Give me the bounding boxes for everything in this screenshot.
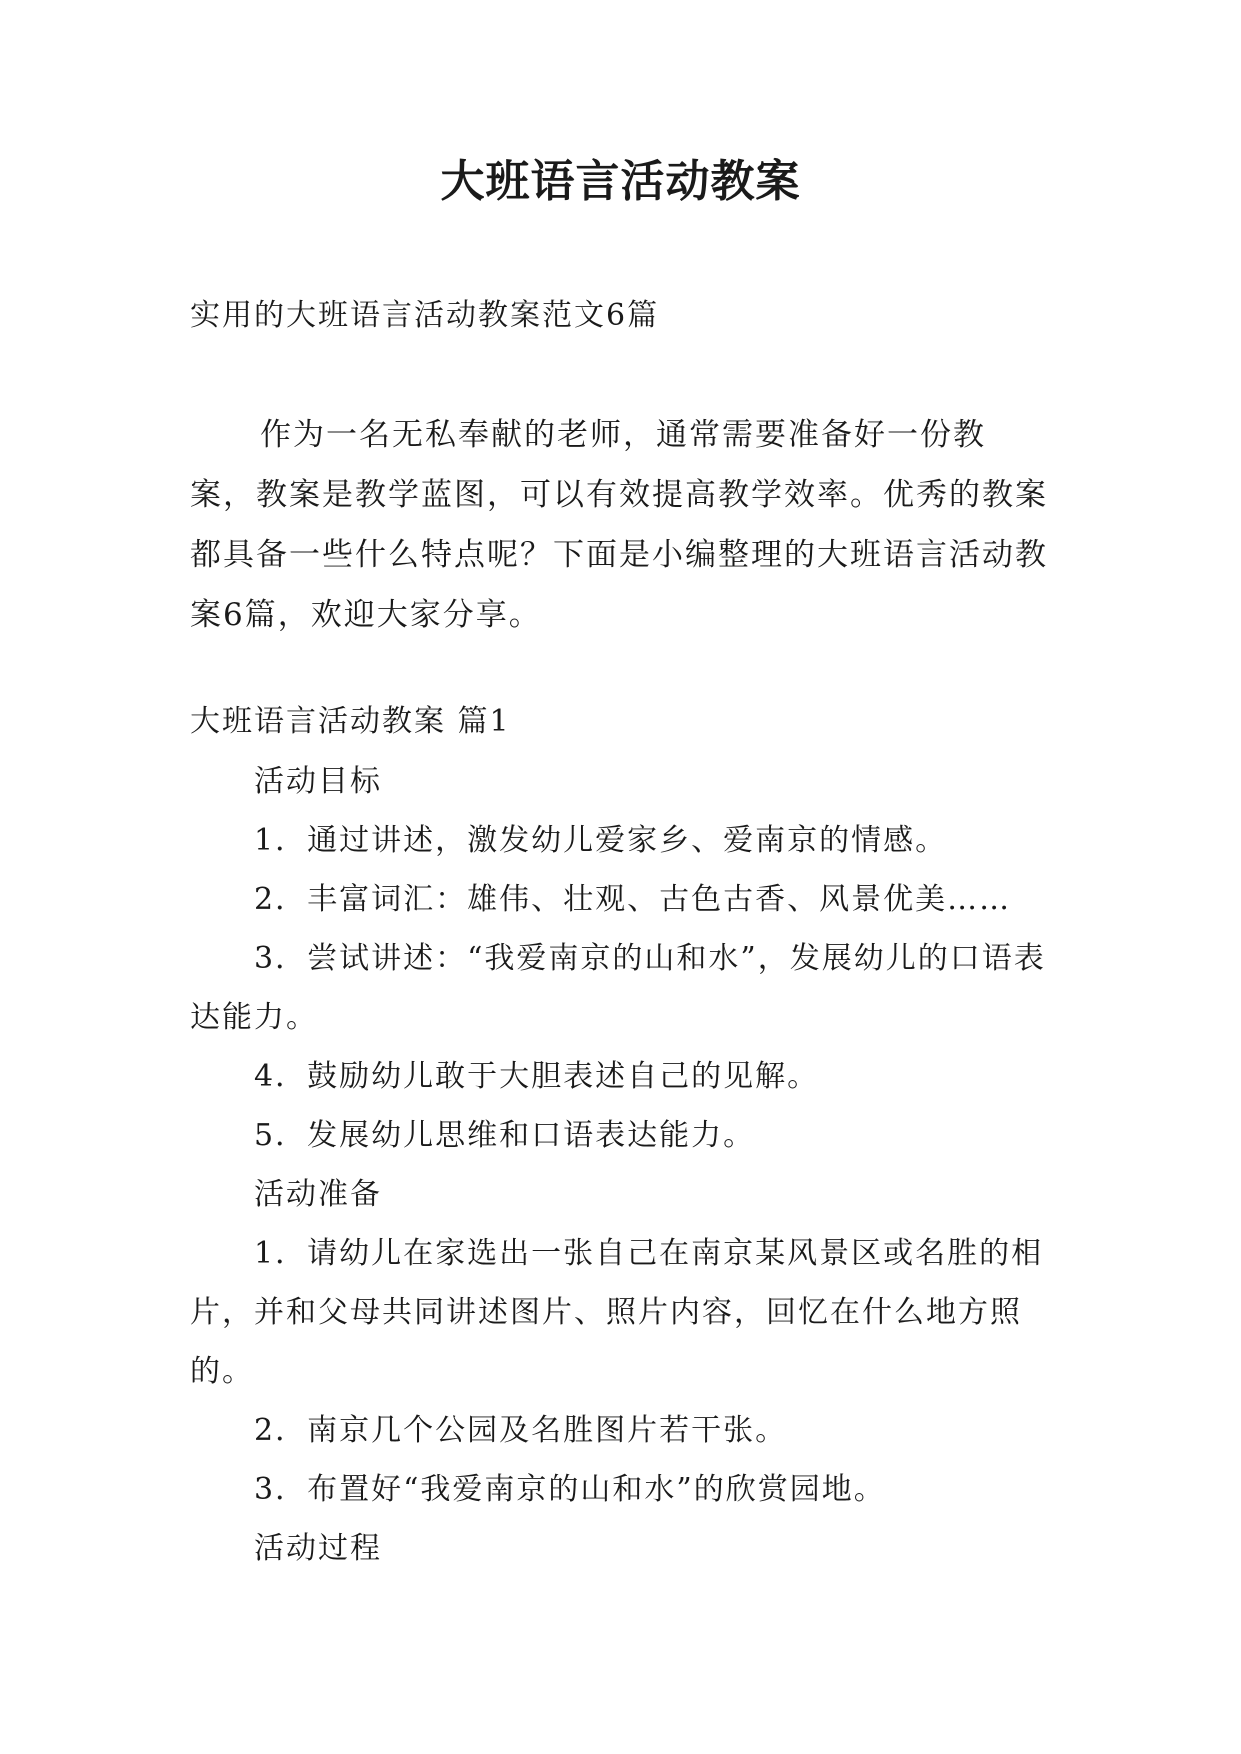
intro-paragraph: 作为一名无私奉献的老师，通常需要准备好一份教案，教案是教学蓝图，可以有效提高教学效率。优秀的教案都具备一些什么特点呢？下面是小编整理的大班语言活动教案6篇，欢迎大家分享。 <box>190 417 1048 633</box>
goal-item-2: 2．丰富词汇：雄伟、壮观、古色古香、风景优美…… <box>254 882 1012 917</box>
heading-activity-preparation: 活动准备 <box>254 1177 382 1212</box>
heading-activity-process: 活动过程 <box>254 1531 382 1566</box>
section-body <box>190 752 1050 1578</box>
prep-item-2: 2．南京几个公园及名胜图片若干张。 <box>254 1413 788 1448</box>
document-title: 大班语言活动教案 <box>440 156 801 207</box>
goal-item-5: 5．发展幼儿思维和口语表达能力。 <box>254 1118 756 1153</box>
goal-item-1: 1．通过讲述，激发幼儿爱家乡、爱南京的情感。 <box>254 823 948 858</box>
prep-item-1: 1．请幼儿在家选出一张自己在南京某风景区或名胜的相片，并和父母共同讲述图片、照片内容，回忆在什么地方照的。 <box>190 1236 1044 1389</box>
document-subtitle: 实用的大班语言活动教案范文6篇 <box>190 298 660 333</box>
goal-item-4: 4．鼓励幼儿敢于大胆表述自己的见解。 <box>254 1059 820 1094</box>
heading-activity-goals: 活动目标 <box>254 764 382 799</box>
prep-item-3: 3．布置好“我爱南京的山和水”的欣赏园地。 <box>254 1472 886 1507</box>
goal-item-3: 3．尝试讲述：“我爱南京的山和水”，发展幼儿的口语表达能力。 <box>190 941 1046 1035</box>
section-heading: 大班语言活动教案 篇1 <box>190 704 511 739</box>
